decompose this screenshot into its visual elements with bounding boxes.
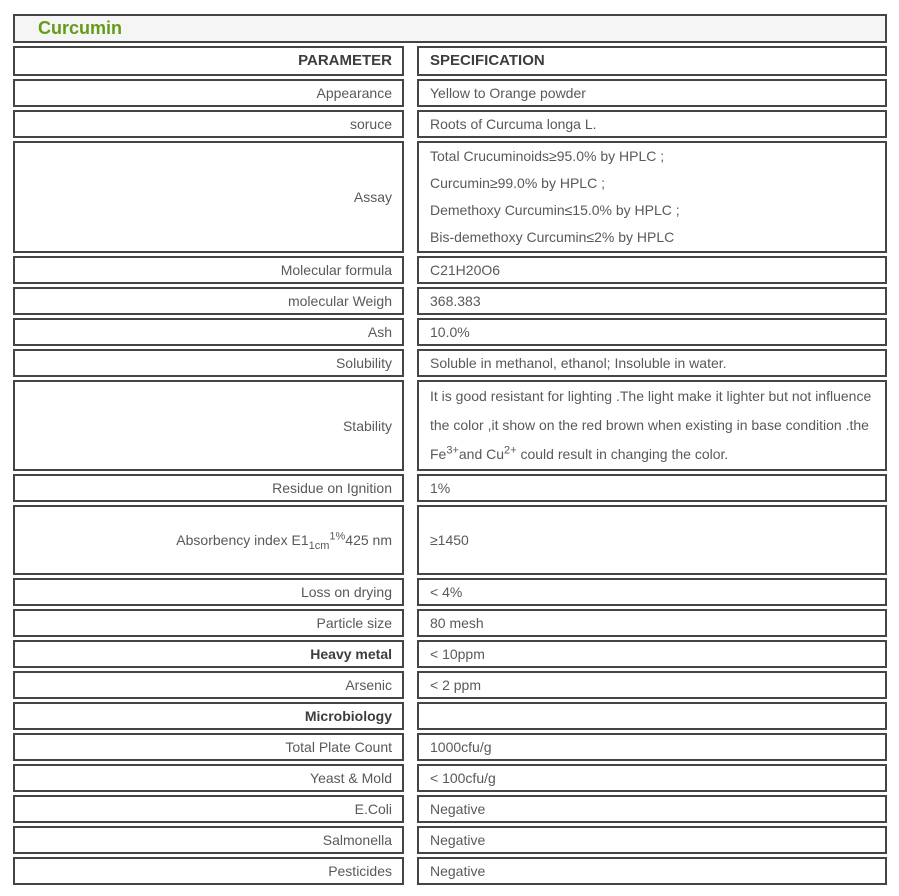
spec-cell xyxy=(417,702,887,730)
row-molecular-weight xyxy=(13,287,887,315)
param-cell: Residue on Ignition xyxy=(13,474,404,502)
param-cell: Stability xyxy=(13,380,404,471)
row-appearance xyxy=(13,79,887,107)
param-cell: Microbiology xyxy=(13,702,404,730)
param-cell: Loss on drying xyxy=(13,578,404,606)
param-cell: Solubility xyxy=(13,349,404,377)
row-heavy-metal xyxy=(13,640,887,668)
row-absorbency-index xyxy=(13,505,887,575)
assay-spec-lines xyxy=(430,143,877,251)
spec-cell: ≥1450 xyxy=(417,505,887,575)
absorbency-label: Absorbency index $E1_{1cm}^{1\%}425$ nm xyxy=(176,530,392,552)
spec-cell: Negative xyxy=(417,795,887,823)
spec-cell xyxy=(417,380,887,471)
spec-cell: Negative xyxy=(417,857,887,885)
spec-cell: Roots of Curcuma longa L. xyxy=(417,110,887,138)
curcumin-spec-table xyxy=(13,14,887,885)
spec-cell: 80 mesh xyxy=(417,609,887,637)
assay-line: Demethoxy Curcumin≤15.0% by HPLC ; xyxy=(430,202,680,218)
param-cell: Heavy metal xyxy=(13,640,404,668)
row-ecoli xyxy=(13,795,887,823)
row-ash xyxy=(13,318,887,346)
spec-cell xyxy=(417,141,887,253)
spec-cell: 1% xyxy=(417,474,887,502)
spec-cell: 368.383 xyxy=(417,287,887,315)
row-solubility xyxy=(13,349,887,377)
row-salmonella xyxy=(13,826,887,854)
parameter-column-header: PARAMETER xyxy=(13,46,404,76)
fe-charge-superscript: 3+ xyxy=(446,444,459,457)
param-cell: Total Plate Count xyxy=(13,733,404,761)
row-particle-size xyxy=(13,609,887,637)
specification-column-header: SPECIFICATION xyxy=(417,46,887,76)
param-cell: Yeast & Mold xyxy=(13,764,404,792)
assay-line: Curcumin≥99.0% by HPLC ; xyxy=(430,175,605,191)
spec-cell: 1000cfu/g xyxy=(417,733,887,761)
path-length-subscript: 1cm xyxy=(308,539,330,552)
stability-text: It is good resistant for lighting .The light make it lighter but not influence the color ,it show on the red brown when existing in base condition .the $Fe^{3+}and$ $Cu^{2+}$ could result in changing the color. xyxy=(430,388,872,462)
concentration-superscript: 1% xyxy=(329,530,346,543)
param-cell: soruce xyxy=(13,110,404,138)
param-cell: Molecular formula xyxy=(13,256,404,284)
row-yeast-mold xyxy=(13,764,887,792)
param-cell: Particle size xyxy=(13,609,404,637)
row-residue-on-ignition xyxy=(13,474,887,502)
spec-cell: Negative xyxy=(417,826,887,854)
row-source xyxy=(13,110,887,138)
spec-cell: C21H20O6 xyxy=(417,256,887,284)
spec-cell: < 100cfu/g xyxy=(417,764,887,792)
row-pesticides xyxy=(13,857,887,885)
row-arsenic xyxy=(13,671,887,699)
row-assay xyxy=(13,141,887,253)
cu-charge-superscript: 2+ xyxy=(504,444,517,457)
param-cell: Arsenic xyxy=(13,671,404,699)
param-cell: Appearance xyxy=(13,79,404,107)
param-cell xyxy=(13,505,404,575)
table-title-row xyxy=(13,14,887,43)
product-title: Curcumin xyxy=(38,18,123,38)
assay-line: Bis-demethoxy Curcumin≤2% by HPLC xyxy=(430,229,675,245)
param-cell: Assay xyxy=(13,141,404,253)
spec-cell: < 4% xyxy=(417,578,887,606)
spec-cell: < 10ppm xyxy=(417,640,887,668)
spec-cell: 10.0% xyxy=(417,318,887,346)
row-total-plate-count xyxy=(13,733,887,761)
row-molecular-formula xyxy=(13,256,887,284)
row-microbiology xyxy=(13,702,887,730)
spec-cell: Soluble in methanol, ethanol; Insoluble in water. xyxy=(417,349,887,377)
param-cell: Salmonella xyxy=(13,826,404,854)
param-cell: E.Coli xyxy=(13,795,404,823)
param-cell: Pesticides xyxy=(13,857,404,885)
table-header-row xyxy=(13,46,887,76)
param-cell: Ash xyxy=(13,318,404,346)
assay-line: Total Crucuminoids≥95.0% by HPLC ; xyxy=(430,148,665,164)
row-stability xyxy=(13,380,887,471)
param-cell: molecular Weigh xyxy=(13,287,404,315)
row-loss-on-drying xyxy=(13,578,887,606)
spec-cell: Yellow to Orange powder xyxy=(417,79,887,107)
spec-cell: < 2 ppm xyxy=(417,671,887,699)
